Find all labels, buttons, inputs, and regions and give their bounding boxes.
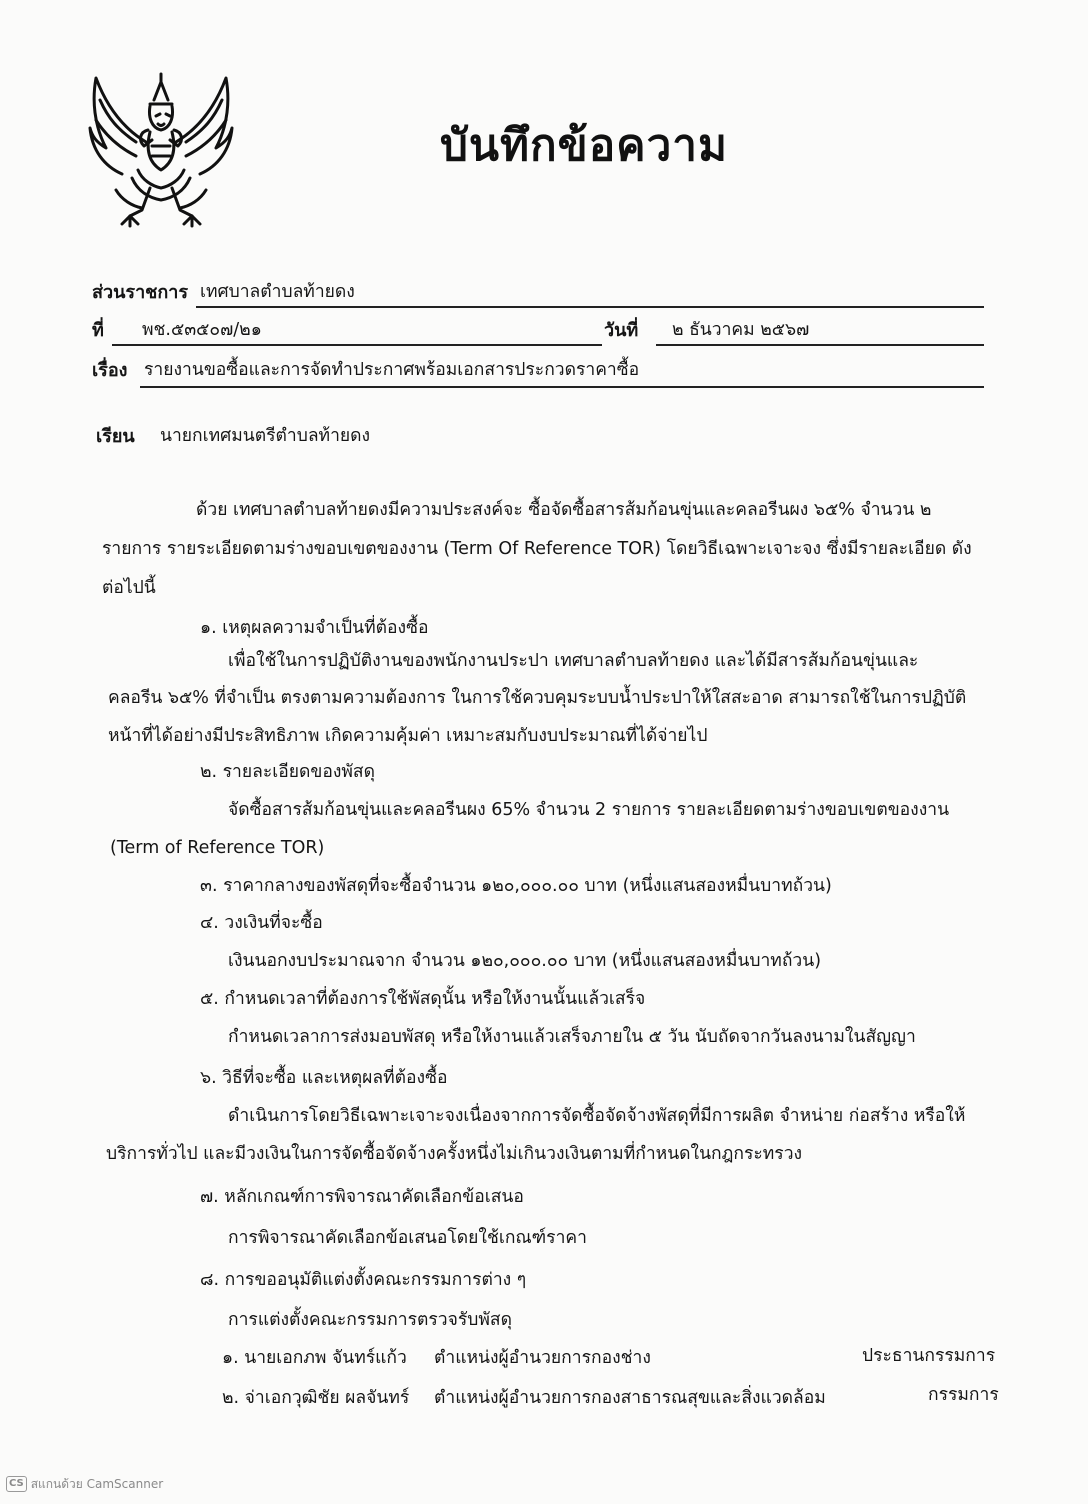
ref-value: พช.๕๓๕๐๗/๒๑ — [142, 320, 262, 340]
subject-value: รายงานขอซื้อและการจัดทำประกาศพร้อมเอกสารประกวดราคาซื้อ — [144, 360, 640, 380]
agency-underline — [196, 306, 984, 308]
section-3-heading: ๓. ราคากลางของพัสดุที่จะซื้อจำนวน ๑๒๐,๐๐๐.๐๐ บาท (หนึ่งแสนสองหมื่นบาทถ้วน) — [200, 876, 832, 896]
committee-member-1-role: ประธานกรรมการ — [862, 1346, 996, 1366]
agency-value: เทศบาลตำบลท้ายดง — [200, 282, 355, 302]
section-2-line-2: (Term of Reference TOR) — [110, 838, 325, 858]
to-label: เรียน — [96, 426, 135, 447]
committee-member-2-name: ๒. จ่าเอกวุฒิชัย ผลจันทร์ — [222, 1388, 410, 1408]
subject-label: เรื่อง — [92, 360, 128, 381]
ref-label: ที่ — [92, 320, 104, 341]
camscanner-text: สแกนด้วย CamScanner — [30, 1476, 164, 1491]
date-value: ๒ ธันวาคม ๒๕๖๗ — [672, 320, 810, 340]
document-title: บันทึกข้อความ — [440, 120, 729, 171]
committee-member-2-position: ตำแหน่งผู้อำนวยการกองสาธารณสุขและสิ่งแวดล้อม — [434, 1388, 826, 1408]
subject-underline — [140, 386, 984, 388]
section-7-line-1: การพิจารณาคัดเลือกข้อเสนอโดยใช้เกณฑ์ราคา — [228, 1228, 587, 1248]
date-underline — [656, 344, 984, 346]
agency-label: ส่วนราชการ — [92, 282, 189, 303]
section-2-line-1: จัดซื้อสารส้มก้อนขุ่นและคลอรีนผง 65% จำนวน 2 รายการ รายละเอียดตามร่างขอบเขตของงาน — [228, 800, 950, 820]
section-5-line-1: กำหนดเวลาการส่งมอบพัสดุ หรือให้งานแล้วเสร็จภายใน ๕ วัน นับถัดจากวันลงนามในสัญญา — [228, 1027, 916, 1047]
section-5-heading: ๕. กำหนดเวลาที่ต้องการใช้พัสดุนั้น หรือให้งานนั้นแล้วเสร็จ — [200, 989, 646, 1009]
section-1-line-2: คลอรีน ๖๕% ที่จำเป็น ตรงตามความต้องการ ในการใช้ควบคุมระบบน้ำประปาให้ใสสะอาด สามารถใช้ในการปฏิบัติ — [108, 688, 967, 708]
intro-line-2: รายการ รายระเอียดตามร่างขอบเขตของงาน (Term Of Reference TOR) โดยวิธีเฉพาะเจาะจง ซึ่งมีรายละเอียด ดัง — [102, 539, 972, 559]
intro-line-1: ด้วย เทศบาลตำบลท้ายดงมีความประสงค์จะ ซื้อจัดซื้อสารส้มก้อนขุ่นและคลอรีนผง ๖๕% จำนวน ๒ — [196, 500, 932, 520]
section-6-line-1: ดำเนินการโดยวิธีเฉพาะเจาะจงเนื่องจากการจัดซื้อจัดจ้างพัสดุที่มีการผลิต จำหน่าย ก่อสร้าง หรือให้ — [228, 1106, 966, 1126]
committee-member-1-name: ๑. นายเอกภพ จันทร์แก้ว — [222, 1348, 407, 1368]
section-8-heading: ๘. การขออนุมัติแต่งตั้งคณะกรรมการต่าง ๆ — [200, 1270, 527, 1290]
ref-underline — [112, 344, 602, 346]
section-1-heading: ๑. เหตุผลความจำเป็นที่ต้องซื้อ — [200, 618, 429, 638]
section-1-line-1: เพื่อใช้ในการปฏิบัติงานของพนักงานประปา เทศบาลตำบลท้ายดง และได้มีสารส้มก้อนขุ่นและ — [228, 651, 919, 671]
section-4-heading: ๔. วงเงินที่จะซื้อ — [200, 913, 323, 933]
section-7-heading: ๗. หลักเกณฑ์การพิจารณาคัดเลือกข้อเสนอ — [200, 1187, 524, 1207]
date-label: วันที่ — [604, 320, 639, 341]
committee-member-2-role: กรรมการ — [928, 1385, 999, 1405]
section-1-line-3: หน้าที่ได้อย่างมีประสิทธิภาพ เกิดความคุ้มค่า เหมาะสมกับงบประมาณที่ได้จ่ายไป — [108, 726, 708, 746]
camscanner-watermark — [6, 1474, 163, 1494]
camscanner-badge: CS — [6, 1476, 27, 1492]
section-6-line-2: บริการทั่วไป และมีวงเงินในการจัดซื้อจัดจ้างครั้งหนึ่งไม่เกินวงเงินตามที่กำหนดในกฎกระทรวง — [106, 1144, 803, 1164]
section-2-heading: ๒. รายละเอียดของพัสดุ — [200, 762, 375, 782]
garuda-emblem-icon — [86, 70, 236, 230]
to-value: นายกเทศมนตรีตำบลท้ายดง — [160, 426, 371, 446]
section-8-line-1: การแต่งตั้งคณะกรรมการตรวจรับพัสดุ — [228, 1310, 512, 1330]
section-4-line-1: เงินนอกงบประมาณจาก จำนวน ๑๒๐,๐๐๐.๐๐ บาท (หนึ่งแสนสองหมื่นบาทถ้วน) — [228, 951, 822, 971]
section-6-heading: ๖. วิธีที่จะซื้อ และเหตุผลที่ต้องซื้อ — [200, 1068, 448, 1088]
intro-line-3: ต่อไปนี้ — [102, 578, 156, 598]
committee-member-1-position: ตำแหน่งผู้อำนวยการกองช่าง — [434, 1348, 651, 1368]
